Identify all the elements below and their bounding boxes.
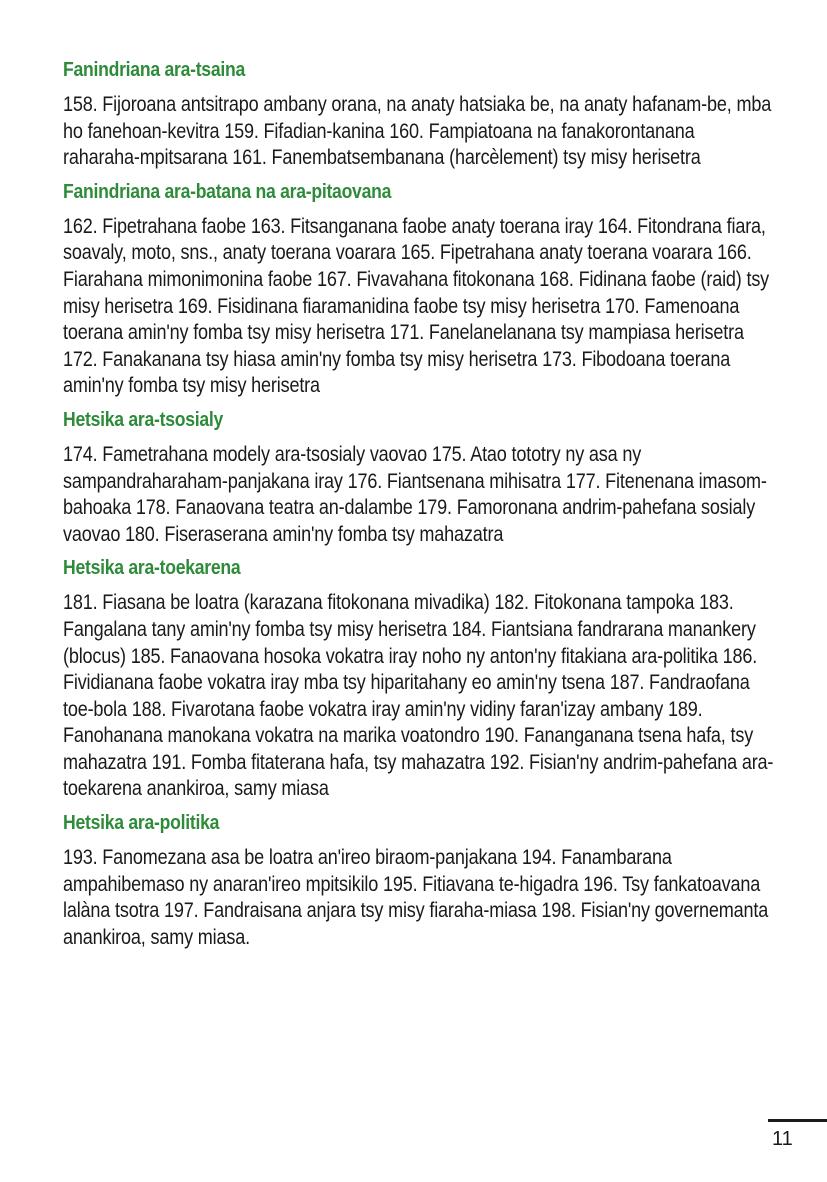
section-paragraph: 162. Fipetrahana faobe 163. Fitsanganana faobe anaty toerana iray 164. Fitondrana fiara, soavaly, moto, sns., anaty toerana voarara 165. Fipetrahana anaty toerana voarara 166. Fiarahana mimonimonina faobe 167. Fivavahana fitokonana 168. Fidinana faobe (raid) tsy misy herisetra 169. Fisidinana fiaramanidina faobe tsy misy herisetra 170. Famenoana toerana amin'ny fomba tsy misy herisetra 171. Fanelanelanana tsy mampiasa herisetra 172. Fanakanana tsy hiasa amin'ny fomba tsy misy herisetra 173. Fibodoana toerana amin'ny fomba tsy misy herisetra	[63, 214, 770, 398]
section-paragraph: 193. Fanomezana asa be loatra an'ireo biraom-panjakana 194. Fanambarana ampahibemaso ny anaran'ireo mpitsikilo 195. Fitiavana te-higadra 196. Tsy fankatoavana lalàna tsotra 197. Fandraisana anjara tsy misy fiaraha-miasa 198. Fisian'ny governemanta anankiroa, samy miasa.	[63, 846, 769, 949]
section-economic-action	[63, 554, 775, 803]
footer-rule	[768, 1119, 827, 1122]
section-political-action	[63, 809, 775, 951]
section-heading: Fanindriana ara-batana na ara-pitaovana	[63, 180, 392, 203]
section-physical-intervention	[63, 178, 775, 400]
page-number: 11	[772, 1128, 793, 1150]
page-content	[63, 56, 775, 957]
section-social-action	[63, 406, 775, 548]
section-paragraph: 158. Fijoroana antsitrapo ambany orana, na anaty hatsiaka be, na anaty hafanam-be, mba ho fanehoan-kevitra 159. Fifadian-kanina 160. Fampiatoana na fanakorontanana raharaha-mpitsarana 161. Fanembatsembanana (harcèlement) tsy misy herisetra	[63, 93, 772, 170]
section-heading: Hetsika ara-tsosialy	[63, 408, 224, 431]
section-paragraph: 181. Fiasana be loatra (karazana fitokonana mivadika) 182. Fitokonana tampoka 183. Fangalana tany amin'ny fomba tsy misy herisetra 184. Fiantsiana fandrarana manankery (blocus) 185. Fanaovana hosoka vokatra iray noho ny anton'ny fitakiana ara-politika 186. Fividianana faobe vokatra iray mba tsy hiparitahany eo amin'ny tsena 187. Fandraofana toe-bola 188. Fivarotana faobe vokatra iray amin'ny vidiny faran'izay ambany 189. Fanohanana manokana vokatra na marika voatondro 190. Fananganana tsena hafa, tsy mahazatra 191. Fomba fitaterana hafa, tsy mahazatra 192. Fisian'ny andrim-pahefana ara-toekarena anankiroa, samy miasa	[63, 591, 774, 801]
section-mental-intervention	[63, 56, 775, 172]
section-heading: Hetsika ara-politika	[63, 812, 220, 835]
section-paragraph: 174. Fametrahana modely ara-tsosialy vaovao 175. Atao tototry ny asa ny sampandraharaham-panjakana iray 176. Fiantsenana mihisatra 177. Fitenenana imasom-bahoaka 178. Fanaovana teatra an-dalambe 179. Famoronana andrim-pahefana sosialy vaovao 180. Fiseraserana amin'ny fomba tsy mahazatra	[63, 442, 767, 546]
section-heading: Hetsika ara-toekarena	[63, 557, 241, 580]
section-heading: Fanindriana ara-tsaina	[63, 59, 245, 81]
